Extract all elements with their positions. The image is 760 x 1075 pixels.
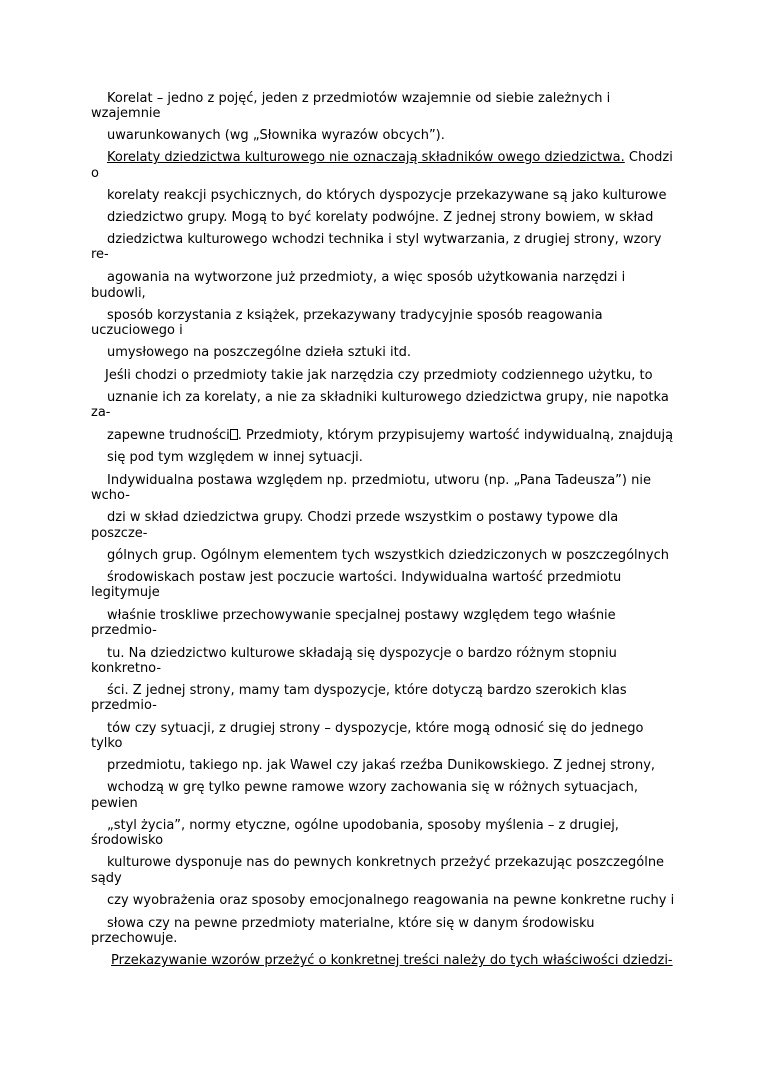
text-line: tu. Na dziedzictwo kulturowe składają się dyspozycje o bardzo różnym stopniu (107, 646, 617, 661)
text-line: „styl życia”, normy etyczne, ogólne upodobania, sposoby myślenia – z drugiej, (107, 818, 619, 833)
text-line: dziedzictwo grupy. Mogą to być korelaty podwójne. Z jednej strony bowiem, w skład (107, 210, 654, 225)
text-line: Korelat – jedno z pojęć, jeden z przedmiotów wzajemnie od siebie zależnych i (107, 91, 611, 106)
text-line: wcho- (91, 488, 130, 503)
text-line: środowisko (91, 833, 164, 848)
text-line: sposób korzystania z książek, przekazywany tradycyjnie sposób reagowania (107, 308, 603, 323)
text-line: umysłowego na poszczególne dzieła sztuki itd. (107, 345, 412, 360)
text-line: Indywidualna postawa względem np. przedmiotu, utworu (np. „Pana Tadeusza”) nie (107, 473, 651, 488)
underlined-sentence: Przekazywanie wzorów przeżyć o konkretnej treści należy do tych właściwości dziedzi- (111, 953, 673, 968)
text-line: za- (91, 405, 111, 420)
text-line: korelaty reakcji psychicznych, do których dyspozycje przekazywane są jako kulturowe (107, 188, 667, 203)
text-line (107, 428, 673, 444)
text-line: przechowuje. (91, 931, 178, 946)
text-line: budowli, (91, 286, 146, 301)
text-line: re- (91, 247, 109, 262)
text-line: kulturowe dysponuje nas do pewnych konkretnych przeżyć przekazując poszczególne (107, 855, 665, 870)
text-fragment: zapewne trudności (107, 428, 230, 443)
text-line: konkretno- (91, 661, 162, 676)
text-line: tów czy sytuacji, z drugiej strony – dyspozycje, które mogą odnosić się do jednego (107, 721, 644, 736)
text-fragment: Chodzi (628, 150, 673, 165)
text-line: o (91, 166, 99, 181)
text-line: przedmio- (91, 623, 157, 638)
text-line: pewien (91, 796, 138, 811)
underlined-sentence: Korelaty dziedzictwa kulturowego nie oznaczają składników owego dziedzictwa. (107, 150, 625, 165)
text-line: środowiskach postaw jest poczucie wartości. Indywidualna wartość przedmiotu (107, 570, 622, 585)
text-line: gólnych grup. Ogólnym elementem tych wszystkich dziedziczonych w poszczególnych (107, 548, 669, 563)
text-line: uznanie ich za korelaty, a nie za składniki kulturowego dziedzictwa grupy, nie napotka (107, 390, 669, 405)
text-line: tylko (91, 736, 123, 751)
text-line: przedmio- (91, 698, 157, 713)
text-line: czy wyobrażenia oraz sposoby emocjonalnego reagowania na pewne konkretne ruchy i (107, 893, 675, 908)
text-line: przedmiotu, takiego np. jak Wawel czy jakaś rzeźba Dunikowskiego. Z jednej strony, (107, 758, 656, 773)
text-line: wchodzą w grę tylko pewne ramowe wzory zachowania się w różnych sytuacjach, (107, 780, 638, 795)
text-line: Jeśli chodzi o przedmioty takie jak narzędzia czy przedmioty codziennego użytku, to (105, 368, 653, 383)
text-line: sądy (91, 871, 122, 886)
text-line: wzajemnie (91, 106, 161, 121)
text-line: uczuciowego i (91, 323, 183, 338)
text-line: dziedzictwa kulturowego wchodzi technika i styl wytwarzania, z drugiej strony, wzory (107, 232, 662, 247)
text-fragment: . Przedmioty, którym przypisujemy wartość indywidualną, znajdują (237, 428, 674, 443)
text-line: legitymuje (91, 585, 160, 600)
text-line: słowa czy na pewne przedmioty materialne, które się w danym środowisku (107, 916, 595, 931)
text-line: uwarunkowanych (wg „Słownika wyrazów obcych”). (107, 128, 445, 143)
text-line: agowania na wytworzone już przedmioty, a więc sposób użytkowania narzędzi i (107, 270, 626, 285)
missing-glyph-icon (230, 429, 238, 440)
text-line: dzi w skład dziedzictwa grupy. Chodzi przede wszystkim o postawy typowe dla (107, 510, 619, 525)
text-line: właśnie troskliwe przechowywanie specjalnej postawy względem tego właśnie (107, 608, 616, 623)
text-line (107, 150, 673, 166)
text-line: się pod tym względem w innej sytuacji. (107, 450, 363, 465)
text-line: poszcze- (91, 526, 148, 541)
text-line: ści. Z jednej strony, mamy tam dyspozycje, które dotyczą bardzo szerokich klas (107, 683, 627, 698)
